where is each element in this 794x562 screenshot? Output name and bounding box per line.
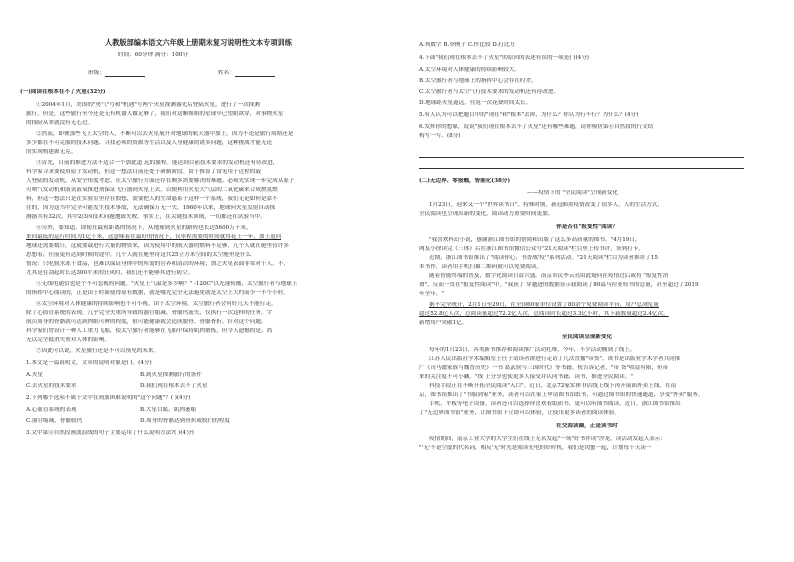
- q2-option-b[interactable]: B.大星目眩、肌肉萎缩: [140, 407, 197, 413]
- p3-line: 人登陆的发动机，从安全角度考虑。在太空旅行方面还存在颇多需要解决的难题。必须先实现一步完成从原子: [26, 178, 295, 184]
- answer-line[interactable]: [419, 168, 744, 169]
- s4-line: 了"无边界图书馆"业务，让图书馆下立即可以体验，让使用更多读者的阅读体验。: [419, 410, 620, 416]
- s2-line: 随着智能终端的普及，数字化阅读日益兴盛。南京市民李云亮由此疑问在疫情过后或将 "报复性消: [429, 273, 669, 279]
- p4-line: 地球还需要数日。这就要载进行大量的物资来，因为使用中的航天器的燃料不足够，几个人就在舱里待许多: [26, 243, 289, 249]
- p3-line: 科学家寻求要使用原子发动机，但这一想法目前还处于研制阶段。由于推算了常见用于近程的载: [26, 169, 261, 175]
- question-3: 3.文中第④自然段画波浪线的句子主要运用了什么说明方法?( )(4分): [26, 430, 194, 436]
- q1-option-a[interactable]: A.火星: [26, 372, 44, 378]
- q2-option-d[interactable]: D.周身的骨骼达到骨折或脱臼的程度: [140, 418, 230, 424]
- name-label: 姓名：: [218, 70, 235, 76]
- s2-line: 本书作，读者用手机扫描二维码就可以免费阅读。: [419, 264, 543, 270]
- q3-options[interactable]: A.列数字 B.举例子 C.作比较 D.打比方: [419, 42, 516, 48]
- s2-line: 近期，浙江图书馆推出了"阅读你心，书香战'疫'"系列活动。"21天阅读"栏目为读者推荐了15: [429, 255, 658, 261]
- q1-option-b[interactable]: B.到火星探测旅行的条件: [140, 372, 202, 378]
- p6-line: 航员周身的骨骼就可达到肉眼可辨的程度，很可能健康就会造成脱骨、骨骼骨折。针对这个问题，: [26, 319, 267, 325]
- q4-option-b[interactable]: B.太空旅行者与地球上的指挥中心会存在时差。: [419, 78, 537, 84]
- q4-option-d[interactable]: D.地球距火星遥远，往返一次花费时间太长。: [419, 100, 532, 106]
- p4-line: 情况：只吃脱水冻干食品，也难以保证身体中的所需的营养和清洁的环境；加之火星表面非常对于人，不，: [26, 261, 289, 267]
- s3-line: 新增用户突破1亿。: [419, 320, 468, 326]
- s4-line: 手机、平板等电子设备，读者还可以选择你喜欢看纸质书，更可以听图书阅读。近日，浙江图书馆推出: [429, 401, 681, 407]
- section1-title: (一)阅读在根本在不了火星(32分): [20, 89, 106, 95]
- exam-meta-time: 时间：60分钟 满分：100分: [118, 52, 188, 58]
- p3-line: 料，但这一想法只是在实验室里存在假想，需要把人的生命悬系于这样一个系统，我们无论如何是靠不: [26, 196, 278, 202]
- s4-line: 江苏人民出版社学术编辑室王任子请读者群进行走访了几次直播"带货"，该书是出版业学术学者共同推: [429, 356, 681, 362]
- p4-line: 思想着，往前更有达到时候的途中，几个人就在舱里待这共25立方米空间的太空舱里是什么: [26, 252, 252, 258]
- s2-line: 年全年。": [419, 291, 444, 297]
- s1-line: 1月23日，迎来又一个"世界读书日"。特殊时期，新冠肺炎疫情改变了很多人，人的生活方式，: [429, 202, 663, 208]
- p1-line: ①2004年1月，美国的"勇气"号和"机遇"号两个火星探测器先后登陆火星，进行了一次探测: [36, 102, 260, 108]
- s3-line-underlined: 据不完全统计，2月1日至29日，在全国60家单位设置了80余个免费阅读平台，用户总浏览量: [429, 302, 659, 308]
- s2-line: 费"，反而一直在"报复性阅读"中。"我获了 穿越进的数据显示我阅读了80篇马拉亚特书的总量，甚至超过了2019: [419, 282, 699, 288]
- p3-line: 测器共有32次，其中2/3因技术问题遭致失败。事实上，在关键技术领域，一切都还在试验当中。: [26, 214, 266, 220]
- class-label: 班级：: [88, 70, 105, 76]
- p6-line: 科学家们曾设计一种人工重力飞船，使太空旅行者能够在飞船中保持肌肉锻炼，但令人遗憾的是，尚: [26, 328, 273, 334]
- class-field-wrap: [88, 70, 145, 77]
- s5-line: "'无'不是空虚的代名词，相反'无'时光是阅读充电的好时机，我们是闺蜜一起，计划每十天读一: [419, 445, 652, 451]
- q4-option-c[interactable]: C.太空旅行者与太空气行技术要求的发动机还有待改进。: [419, 89, 560, 95]
- question-4: 4.下面"我们现在根本去不了火星"的原因的表述有误的一项是( )(4分): [419, 55, 589, 61]
- article-subtitle: ——疫情下的 "全民阅读"呈现新变化: [527, 190, 618, 196]
- s4-line: 广《司马懿家族与魏晋历史》一书 葛武侯与三国时代》等书籍。杭告诉记者，"带 货"收益有限，但带: [419, 365, 669, 371]
- s4-line: 科技手段正在不断开拓全民阅读"入口"。近日，北京72家实体书店线上线下再开展面外卖上线。在南: [429, 383, 677, 389]
- p4-line-wavy: 来回最低的运行时间为1亿千米。这意味着在最好的情况下，仅单程需要的时间就得花上一年，加上返回: [26, 234, 282, 240]
- s3-line-underlined: 超过52.8亿人次，总阅读量超过72.2亿人次，总阅读时长超过3.3亿小时，其下载数量超过2.4亿次，: [419, 311, 669, 317]
- subheading-revenge-reading: 你是否在"报复性"阅读？: [556, 224, 618, 230]
- question-5: 5.有人认为可以把题目中的"现在"和"根本"去掉，为什么？你认为行不行？为什么？(4分): [419, 112, 639, 118]
- p4-line: 尤其是在刮起时长达300平米的狂风时，我们还不能够其进行防空。: [26, 270, 194, 276]
- p5-line: ⑤无线电通信也是个不可忽视的问题。"火星上气温是多少啊？" -120C"以光速传播，太空旅行者与地球上: [36, 281, 298, 287]
- exam-title: 人教版部编本语文六年级上册期末复习说明性文本专项训练: [105, 38, 292, 47]
- p6-line: 无以完全抵消失重对人体的影响。: [26, 337, 110, 343]
- p1-line: 旅行。但是，这些旅行至今还是无有机器人做足够了，我们对这颗姐姐的星球早已望眼欲穿，对事物火星: [26, 111, 284, 117]
- q1-option-c[interactable]: C.去火星的技术要求: [26, 383, 77, 389]
- subheading-new-changes: 全民阅读呈现新变化: [561, 334, 613, 340]
- name-field-wrap: [218, 70, 275, 77]
- p5-line: 的指挥中心阅读的，正是由于时滞使得原有数据，就是哪先完全无法避免就是太空上大约而少一半个小时。: [26, 290, 289, 296]
- p4-line: ④另外，要知道，即使在最短距离的情况下，从地球到火星的路程也长达5600万千米，: [36, 225, 252, 231]
- q2-option-a[interactable]: A.心血管系统的表现: [26, 407, 77, 413]
- s2-line: "我喜欢科幻小说，感谢浙江图书馆的借阅和出版了这么多高质量的图书。"4月19日，: [429, 237, 641, 243]
- s4-line: 京，图书馆推出了"书服到家"业务，读者可以在家上申请图书馆纸书，可通过图书馆的快速通道，享受"外卖"服务。: [419, 392, 704, 398]
- s4-line: 每年的1月23日，各类新书推荐和阅读推广活动扎堆，今年，不少活动搬到了线上。: [429, 347, 636, 353]
- q1-option-d[interactable]: D.我们现在根本去不了火星: [140, 383, 208, 389]
- p7-line: ⑦因此可以说，火星旅行还是不可以预见的未来。: [36, 348, 160, 354]
- question-6-line: 6.发挥你的想象，说说"我们现在根本去不了火星"还有哪些难题，请你模仿第⑥自然段的行文结: [419, 124, 654, 130]
- p2-line: 的实现构建源无克。: [26, 149, 77, 155]
- p6-line: ⑥太空环境对人体健康的持续影响也不可小视。由于太空环境，太空旅行者会有好几天不能行走。: [36, 301, 277, 307]
- p1-line: 的探险从来就没有无心过。: [26, 120, 94, 126]
- question-1: 1.本文是一篇说明文，文章的说明对象是( )。(4分): [26, 360, 152, 366]
- p2-line: ②然而，即便那些飞上太空的人，不断可以去火星展开对地球的航天器中加上，因为不论是旅行周期还是: [36, 131, 294, 137]
- answer-line[interactable]: [419, 157, 744, 158]
- p6-line: 除了心血管系统的表现，几乎完全失重所导致的器官缩减、骨骼钙流失，仅执行一次这样的任务，宇: [26, 310, 273, 316]
- question-6-line: 构写一写。(8分): [419, 133, 461, 139]
- class-input[interactable]: [105, 70, 145, 77]
- q4-option-a[interactable]: A.太空环境对人体健康的持续影响较大。: [419, 67, 520, 73]
- question-2: 2.下列哪个选项不属于文中在到加困难说明的"这个问题"？( )(4分): [26, 395, 191, 401]
- p3-line: 可喷气发动机和液氢液氧推进剂保证飞行器到火星上去，以便利用火星大气层的二氧化碳来合成燃氢燃: [26, 187, 278, 193]
- section2-title: (二)无边界、零接触，智能化(38分): [419, 178, 511, 184]
- p2-line: 多少都在不可克服的技术问题、寻找必须的资源等生活以及人身健康的诸多问题，这种挑战才能无论: [26, 140, 273, 146]
- s2-line: 网友小徐读完《三体》后在浙江图书馆微信公众号"21天阅读"栏目里上传书评，签到打卡。: [419, 246, 644, 252]
- s1-line: 全民阅读也呈现出新的变化，阅读动力重要时间更加。: [419, 211, 554, 217]
- s5-line: 疫情期间，南京工业大学的大学生们在线上无名发起"一场"好书伴读"沙龙。读活动发起人表示：: [429, 436, 667, 442]
- subheading-social-reading: 社交阅读圈，正是读书时: [556, 423, 618, 429]
- q2-option-c[interactable]: C.器官缩减，骨骼脱钙: [26, 418, 83, 424]
- p3-line: ③首先，目前的推进方法不适合一个加此道 远的旅程。能达到目前技术要求的发动机还有待改进，: [36, 160, 279, 166]
- name-input[interactable]: [235, 70, 275, 77]
- p3-line: 住的，因为这当中完全可能发生技术事故，无法确保万无一失。1960年以来，地球向火星发射自动探: [26, 205, 276, 211]
- s4-line: 来的关注度不可小觑。"线 上分享也使更多人接受并认同书籍、读书，推进全民阅读。": [419, 374, 633, 380]
